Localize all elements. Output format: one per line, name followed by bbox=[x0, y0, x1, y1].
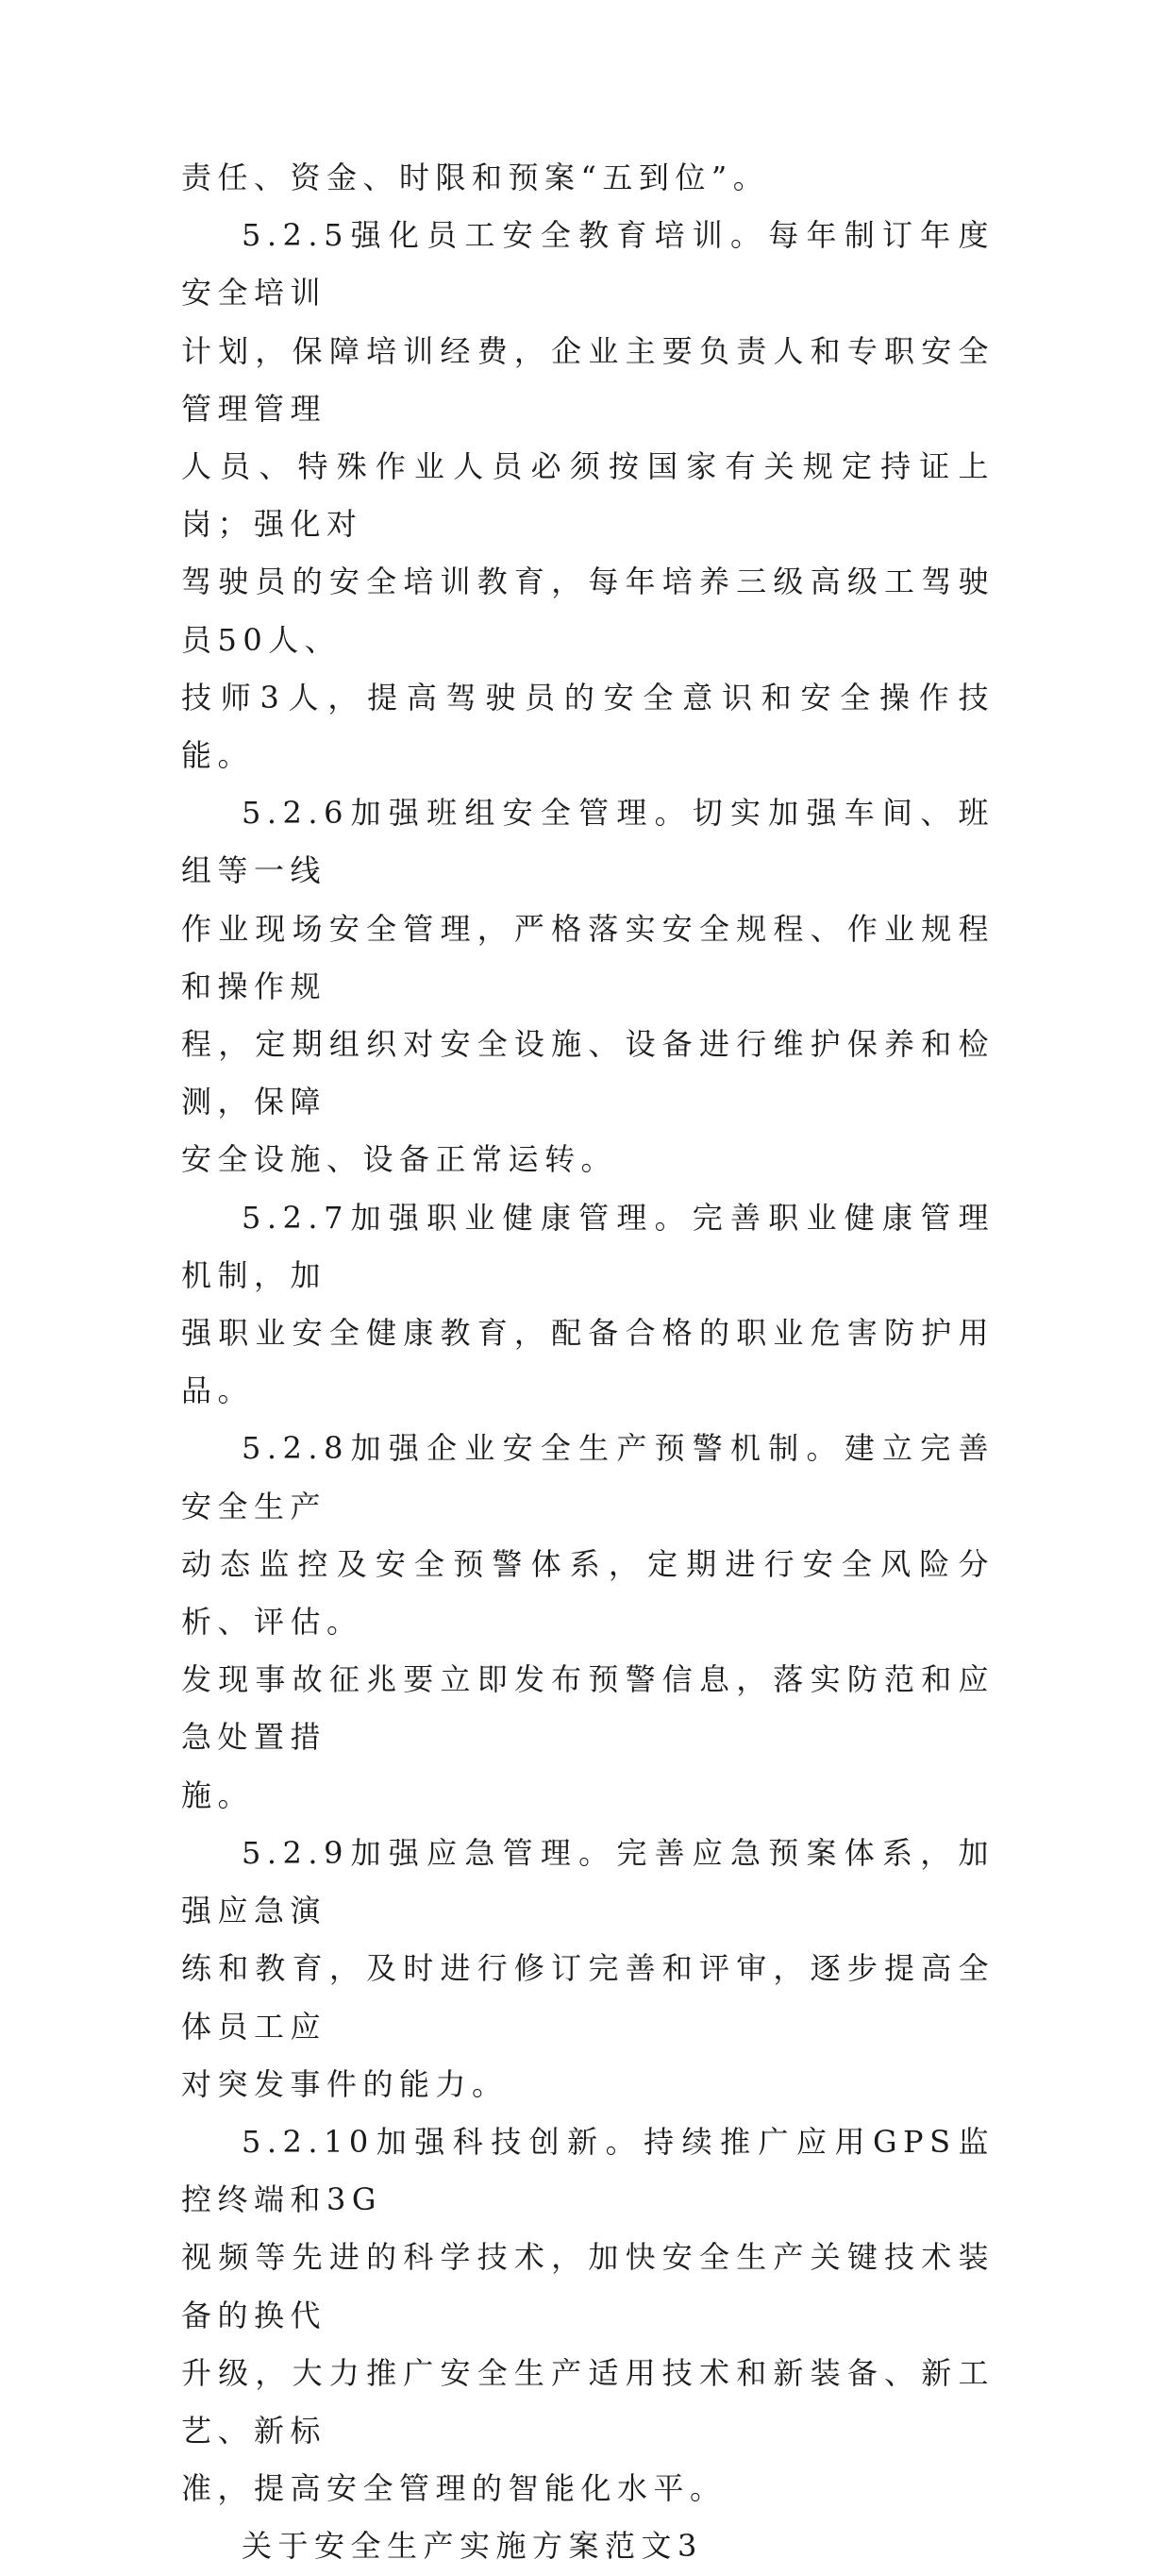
paragraph-continuation: 责任、资金、时限和预案“五到位”。 bbox=[181, 160, 770, 195]
paragraph-5-2-9: 5.2.9加强应急管理。完善应急预案体系，加强应急演 练和教育，及时进行修订完善和评审，逐步提高全体员工应 对突发事件的能力。 bbox=[181, 1834, 995, 2102]
paragraph-5-2-8: 5.2.8加强企业安全生产预警机制。建立完善安全生产 动态监控及安全预警体系，定期进行安全风险分析、评估。 发现事故征兆要立即发布预警信息，落实防范和应急处置措 施。 bbox=[181, 1430, 995, 1813]
paragraph-5-2-6: 5.2.6加强班组安全管理。切实加强车间、班组等一线 作业现场安全管理，严格落实安全规程、作业规程和操作规 程，定期组织对安全设施、设备进行维护保养和检测，保障 安全设施、设备正常运转。 bbox=[181, 795, 995, 1178]
document-body bbox=[181, 149, 995, 2576]
paragraph-5-2-10: 5.2.10加强科技创新。持续推广应用GPS监控终端和3G 视频等先进的科学技术，加快安全生产关键技术装备的换代 升级，大力推广安全生产适用技术和新装备、新工艺、新标 准，提高安全管理的智能化水平。 bbox=[181, 2123, 995, 2507]
paragraph-5-2-5: 5.2.5强化员工安全教育培训。每年制订年度安全培训 计划，保障培训经费，企业主要负责人和专职安全管理管理 人员、特殊作业人员必须按国家有关规定持证上岗；强化对 驾驶员的安全培训教育，每年培养三级高级工驾驶员50人、 技师3人，提高驾驶员的安全意识和安全操作技能。 bbox=[181, 217, 995, 774]
section-heading: 关于安全生产实施方案范文3 bbox=[242, 2528, 703, 2565]
paragraph-5-2-7: 5.2.7加强职业健康管理。完善职业健康管理机制，加 强职业安全健康教育，配备合格的职业危害防护用品。 bbox=[181, 1199, 995, 1409]
